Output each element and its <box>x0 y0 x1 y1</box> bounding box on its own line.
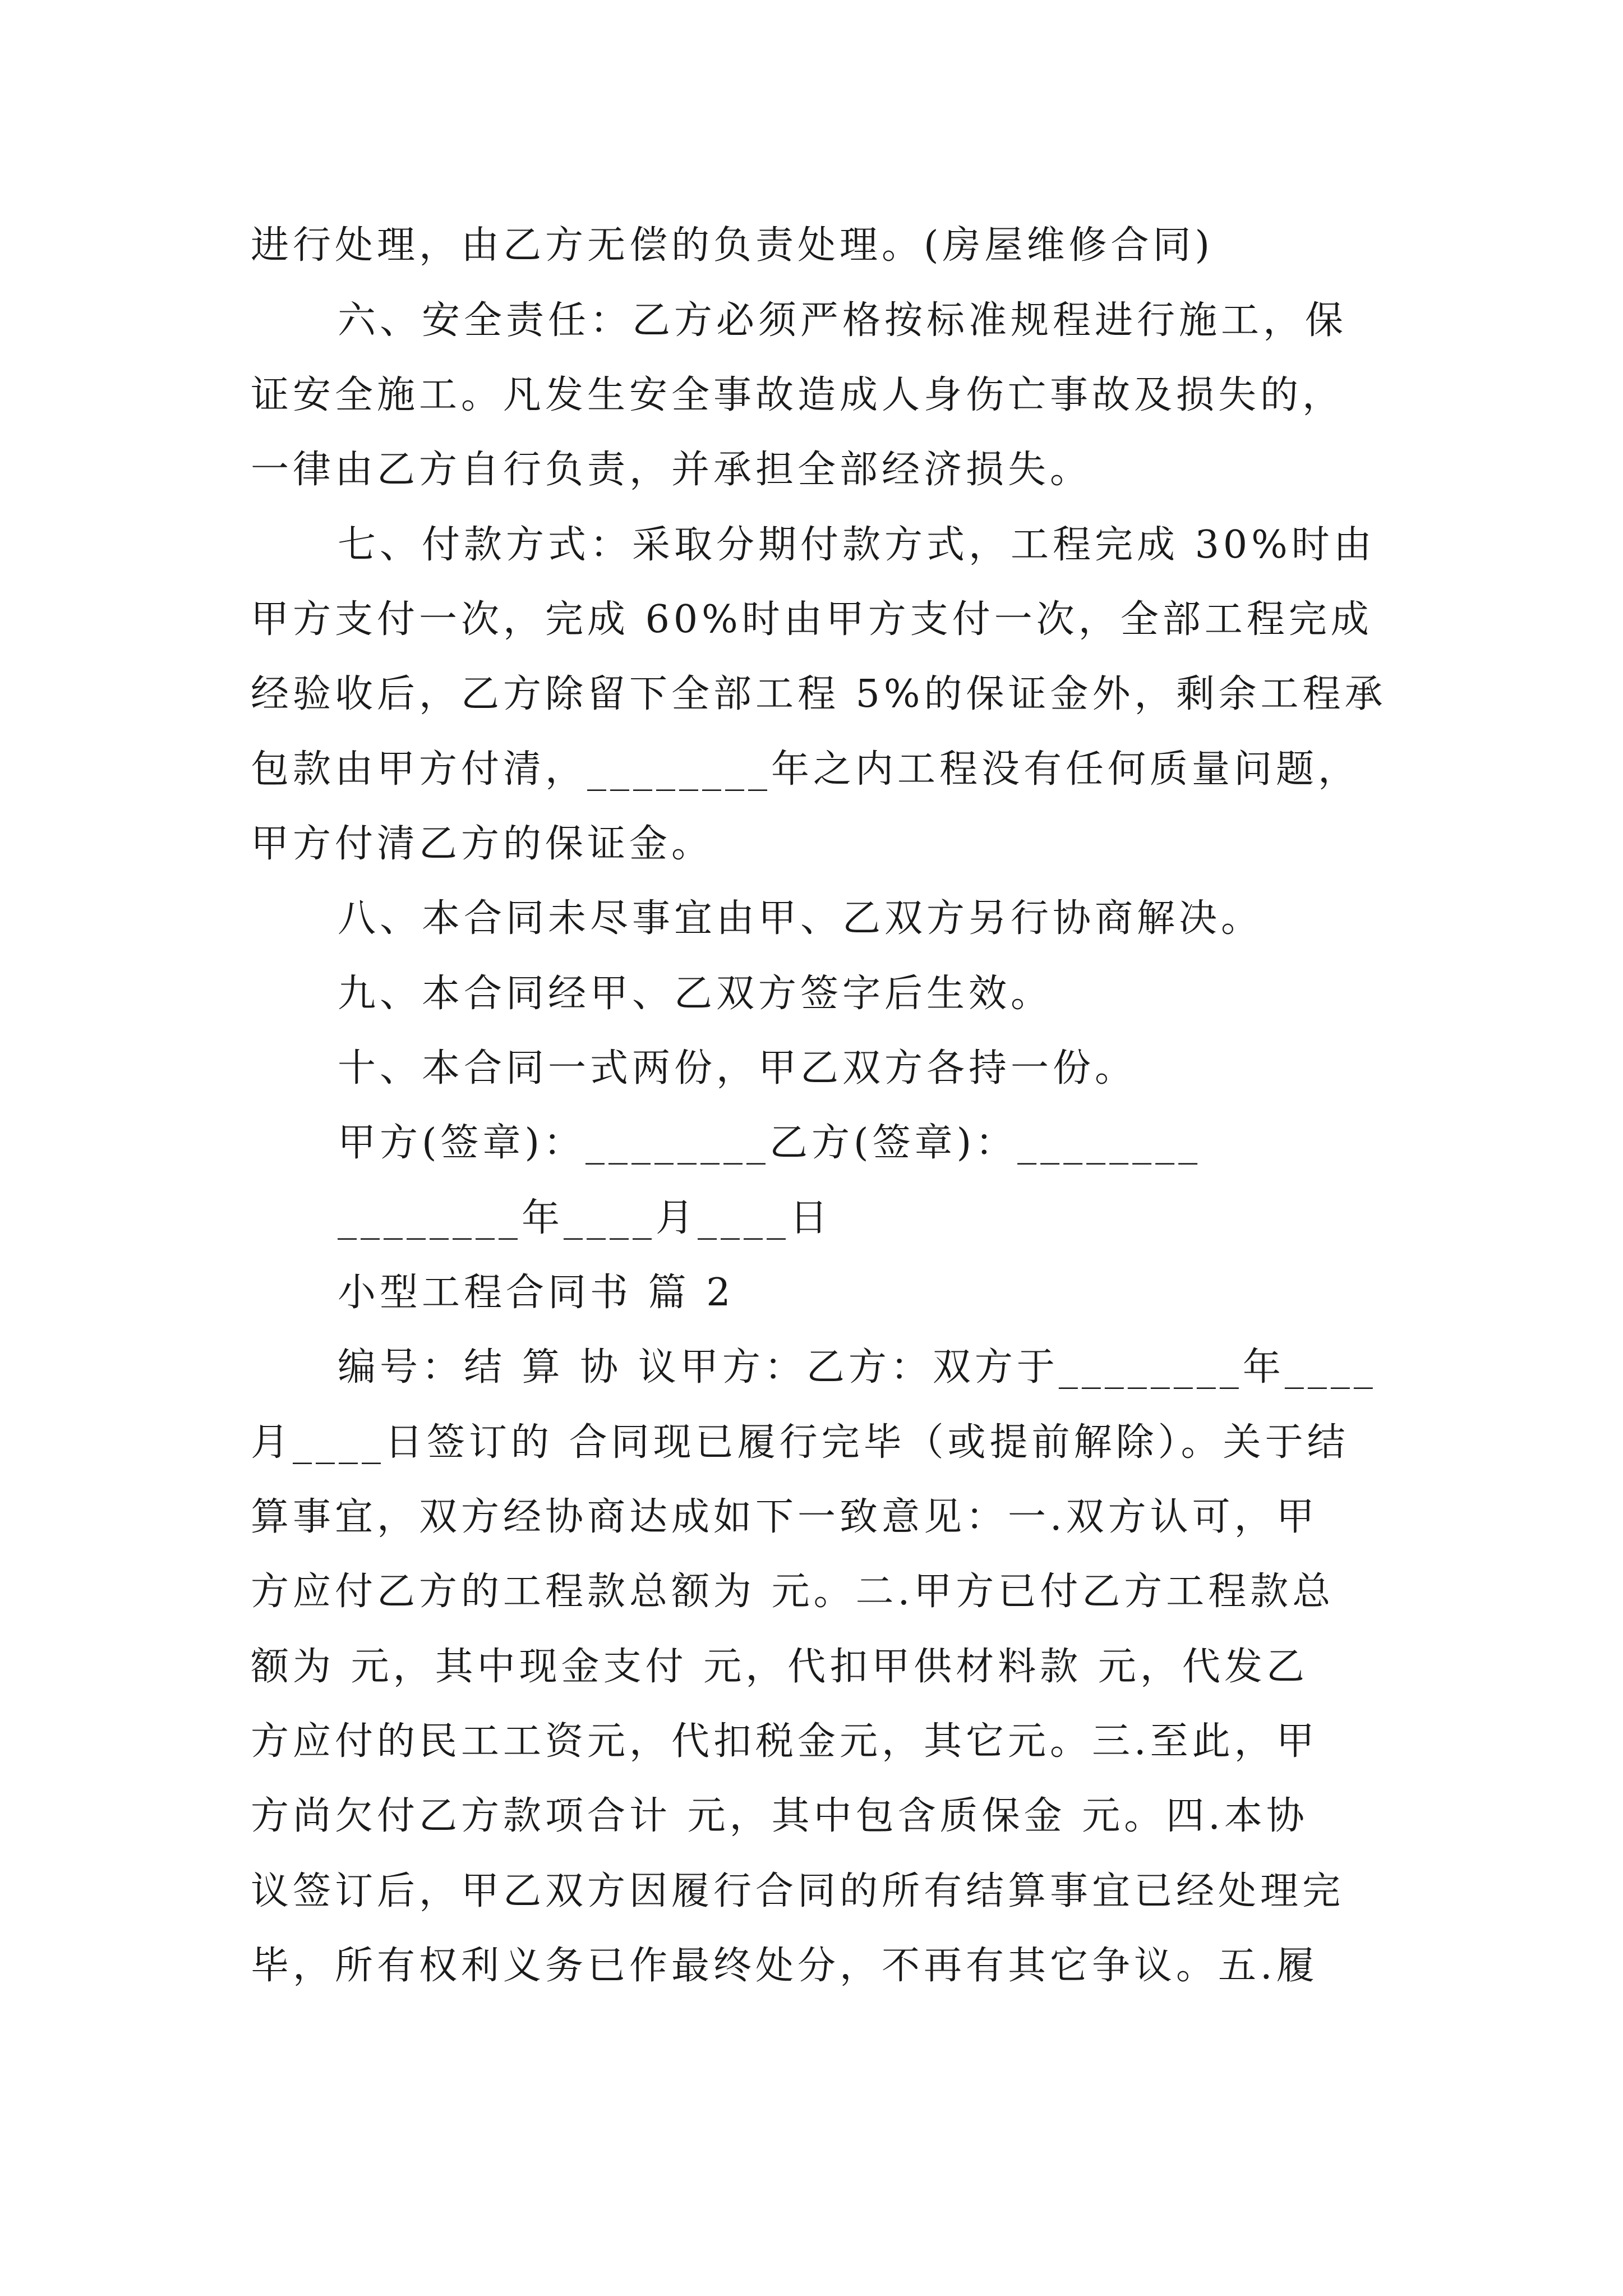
paragraph-line: 进行处理，由乙方无偿的负责处理。(房屋维修合同) <box>251 223 1214 268</box>
signature-line: 甲方(签章)：________乙方(签章)：________ <box>338 1121 1202 1165</box>
paragraph-line: 方应付的民工工资元，代扣税金元，其它元。三.至此，甲 <box>251 1719 1318 1764</box>
paragraph-line: 八、本合同未尽事宜由甲、乙双方另行协商解决。 <box>338 896 1264 941</box>
paragraph-line: 六、安全责任：乙方必须严格按标准规程进行施工，保 <box>338 298 1348 343</box>
paragraph-line: 方尚欠付乙方款项合计 元，其中包含质保金 元。四.本协 <box>251 1794 1308 1838</box>
paragraph-line: 包款由甲方付清，________年之内工程没有任何质量问题， <box>251 747 1361 792</box>
paragraph-line: 方应付乙方的工程款总额为 元。二.甲方已付乙方工程款总 <box>251 1570 1335 1614</box>
paragraph-line: 一律由乙方自行负责，并承担全部经济损失。 <box>251 448 1092 492</box>
paragraph-line: 毕，所有权利义务已作最终处分，不再有其它争议。五.履 <box>251 1944 1318 1988</box>
paragraph-line: 算事宜，双方经协商达成如下一致意见：一.双方认可，甲 <box>251 1495 1318 1539</box>
paragraph-line: 十、本合同一式两份，甲乙双方各持一份。 <box>338 1046 1137 1091</box>
paragraph-line: 甲方支付一次，完成 60%时由甲方支付一次，全部工程完成 <box>251 597 1373 642</box>
paragraph-line: 议签订后，甲乙双方因履行合同的所有结算事宜已经处理完 <box>251 1869 1345 1913</box>
paragraph-line: 七、付款方式：采取分期付款方式，工程完成 30%时由 <box>338 523 1376 567</box>
paragraph-line: 证安全施工。凡发生安全事故造成人身伤亡事故及损失的， <box>251 373 1345 417</box>
paragraph-line: 额为 元，其中现金支付 元，代扣甲供材料款 元，代发乙 <box>251 1645 1308 1689</box>
date-line: ________年____月____日 <box>338 1196 832 1240</box>
section-heading: 小型工程合同书 篇 2 <box>338 1271 735 1315</box>
paragraph-line: 月____日签订的 合同现已履行完毕（或提前解除）。关于结 <box>251 1420 1349 1465</box>
paragraph-line: 经验收后，乙方除留下全部工程 5%的保证金外，剩余工程承 <box>251 672 1387 716</box>
paragraph-line: 甲方付清乙方的保证金。 <box>251 822 714 866</box>
paragraph-line: 编号：结 算 协 议甲方：乙方：双方于________年____ <box>338 1345 1377 1389</box>
paragraph-line: 九、本合同经甲、乙双方签字后生效。 <box>338 972 1053 1016</box>
